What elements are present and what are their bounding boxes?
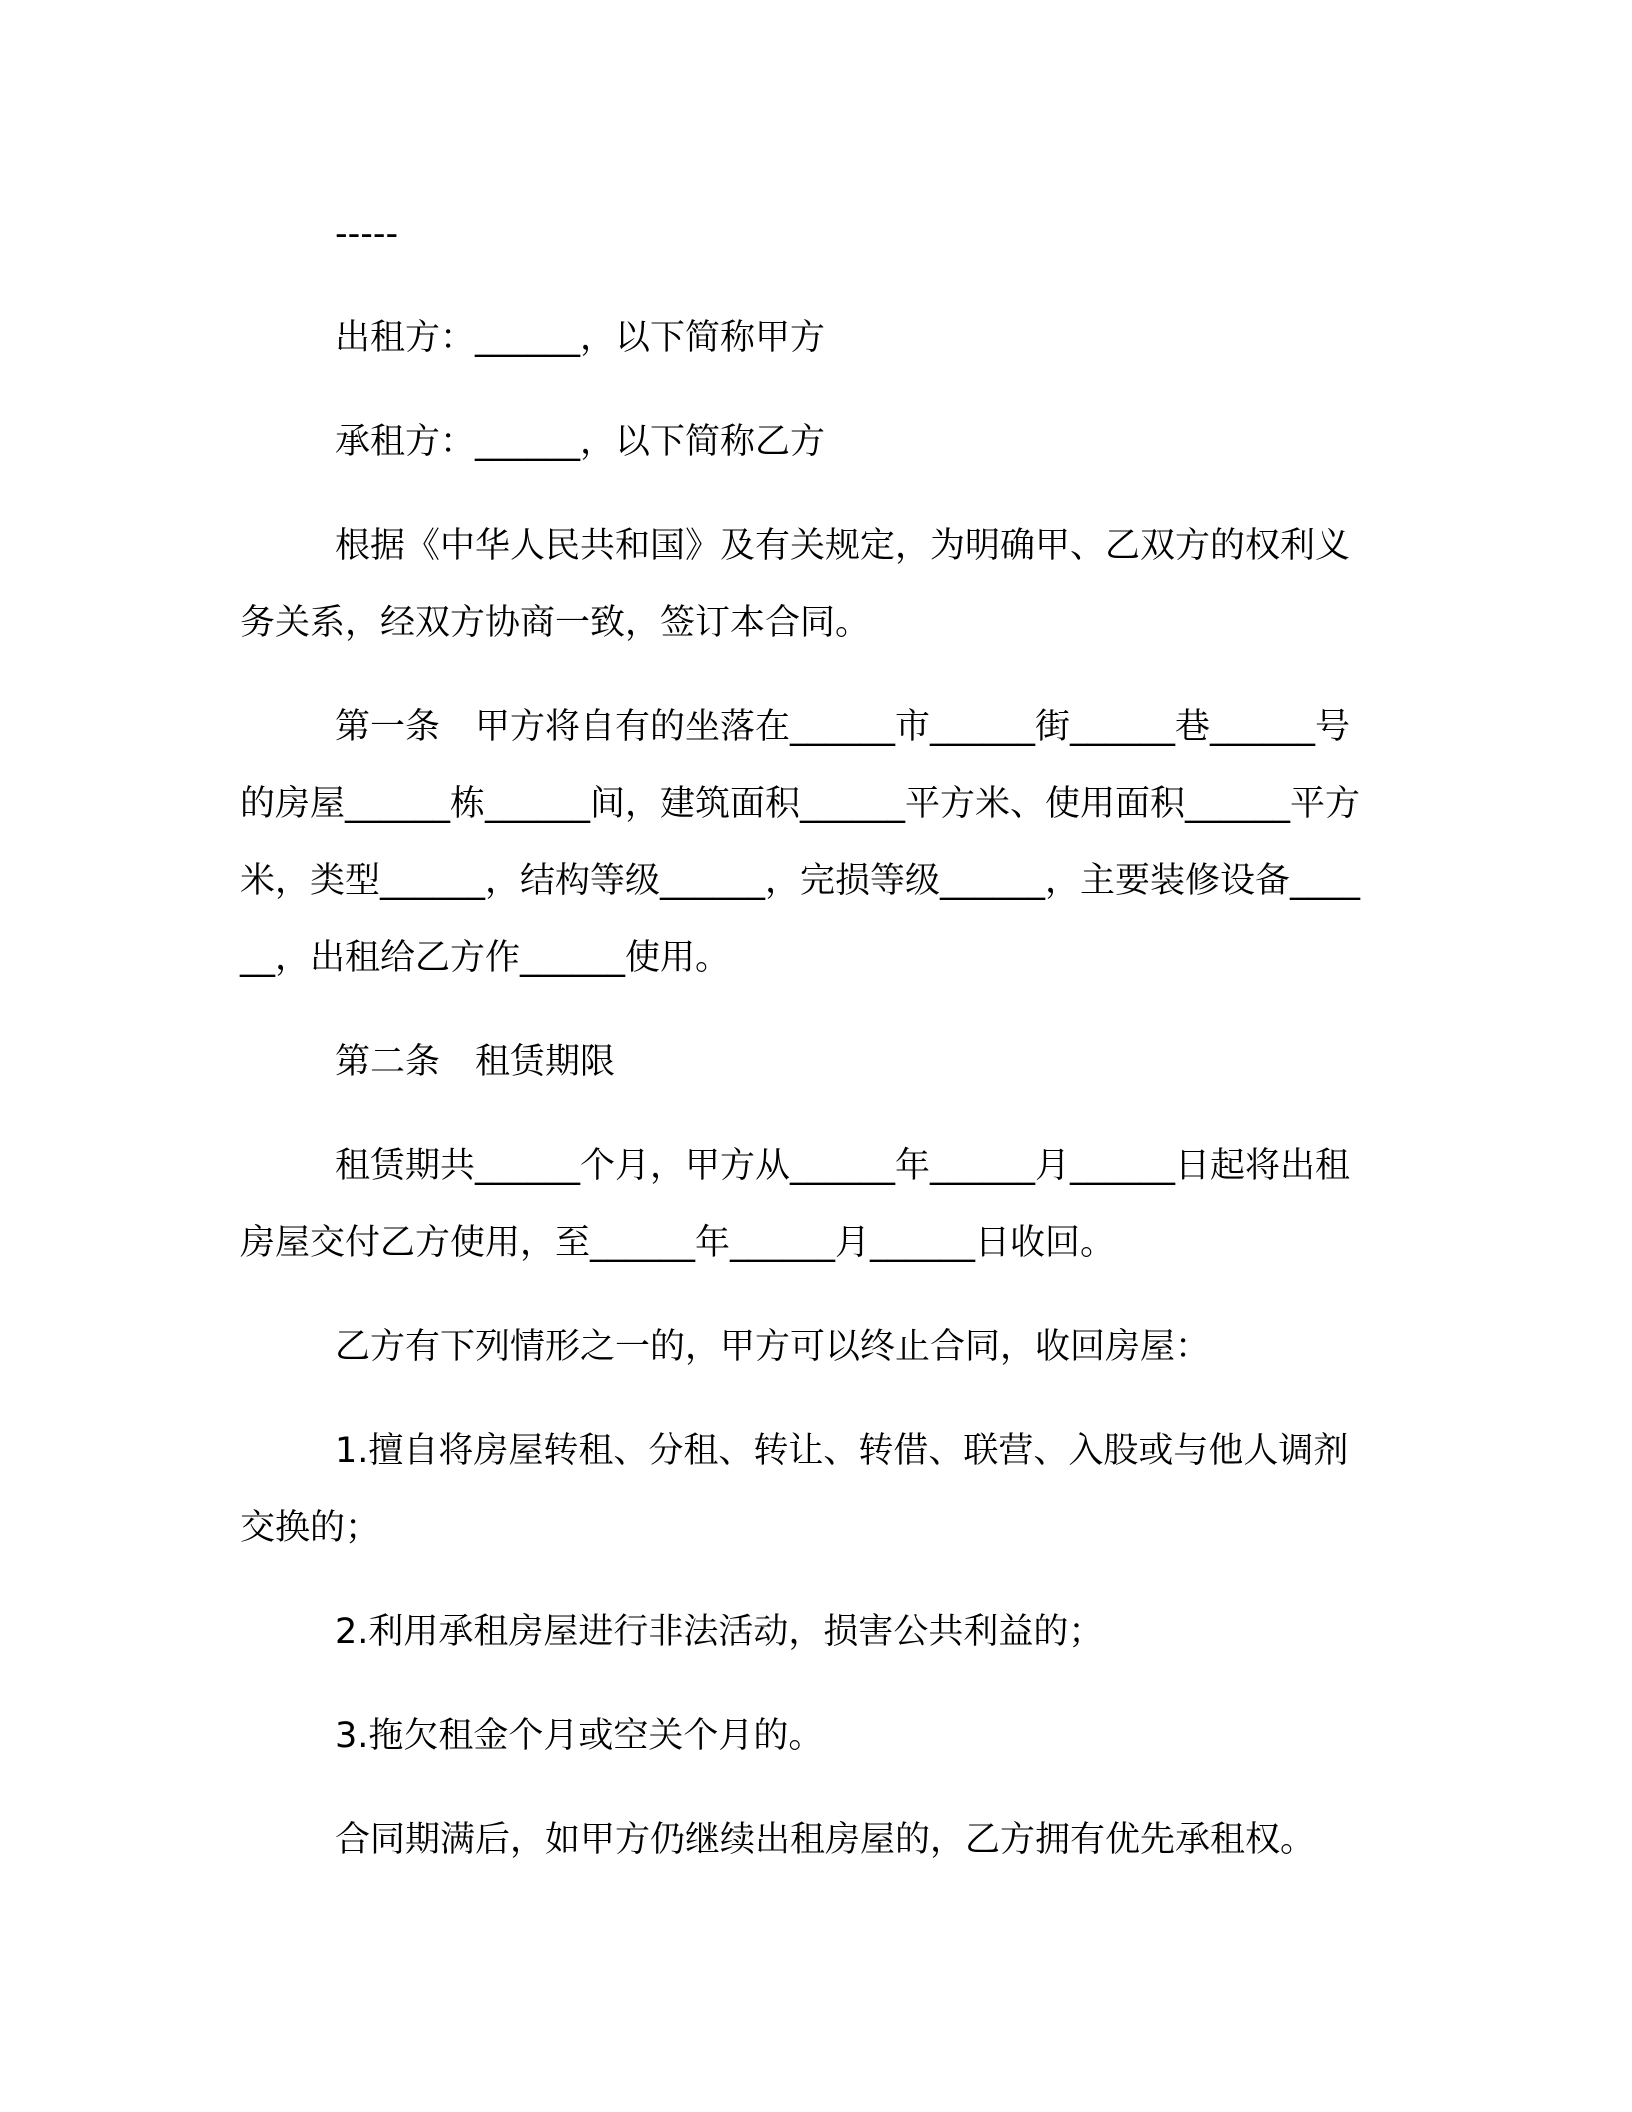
separator-line: ----- xyxy=(335,214,399,254)
termination-item-3: 3.拖欠租金个月或空关个月的。 xyxy=(335,1716,824,1756)
termination-intro: 乙方有下列情形之一的，甲方可以终止合同，收回房屋： xyxy=(335,1327,1211,1367)
termination-item-2: 2.利用承租房屋进行非法活动，损害公共利益的； xyxy=(335,1612,1104,1652)
renewal-priority-paragraph: 合同期满后，如甲方仍继续出租房屋的，乙方拥有优先承租权。 xyxy=(335,1820,1316,1860)
article-1-paragraph: 第一条 甲方将自有的坐落在______市______街______巷______号的房屋______栋______间，建筑面积______平方米、使用面积______平方米，类型______，结构等级______，完损等级______，主要装修设备______，出租给乙方作______使用。 xyxy=(240,707,1361,978)
document-body xyxy=(240,196,1376,1906)
preamble-paragraph: 根据《中华人民共和国》及有关规定，为明确甲、乙双方的权利义务关系，经双方协商一致，签订本合同。 xyxy=(240,526,1351,643)
lease-term-paragraph: 租赁期共______个月，甲方从______年______月______日起将出租房屋交付乙方使用，至______年______月______日收回。 xyxy=(240,1146,1351,1263)
lessor-line: 出租方：______，以下简称甲方 xyxy=(335,318,826,358)
termination-item-1: 1.擅自将房屋转租、分租、转让、转借、联营、入股或与他人调剂交换的； xyxy=(240,1431,1349,1548)
lessee-line: 承租方：______，以下简称乙方 xyxy=(335,422,826,462)
article-2-heading: 第二条 租赁期限 xyxy=(335,1042,616,1082)
